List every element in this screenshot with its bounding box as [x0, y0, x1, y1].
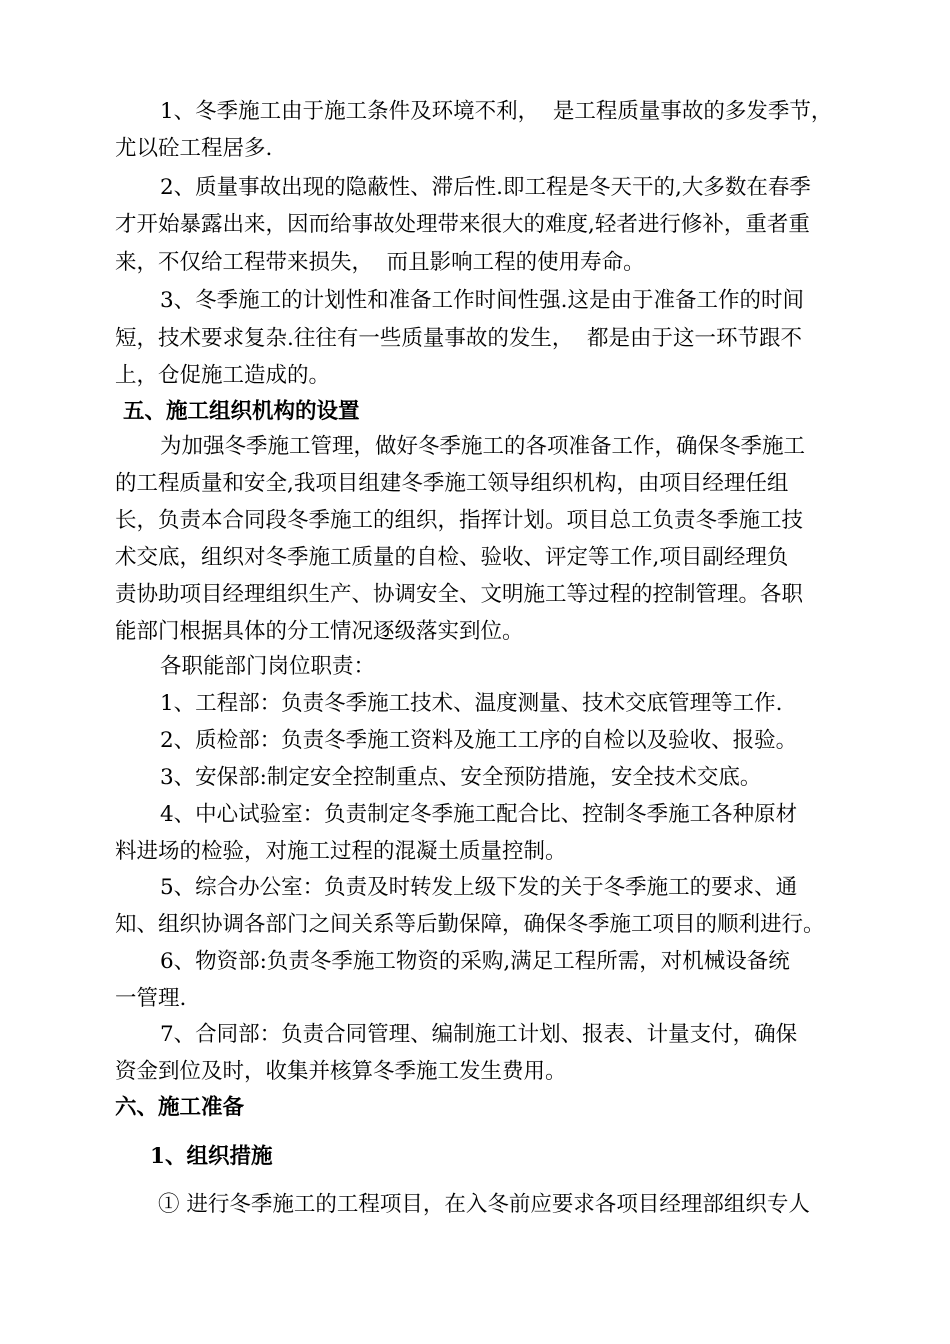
text-line: 2、质量事故出现的隐蔽性、滞后性.即工程是冬天干的,大多数在春季 [160, 175, 811, 200]
text-line: 2、质检部：负责冬季施工资料及施工工序的自检以及验收、报验。 [160, 728, 798, 753]
text-line: 责协助项目经理组织生产、协调安全、文明施工等过程的控制管理。各职 [115, 582, 804, 607]
section-heading: 五、施工组织机构的设置 [123, 399, 360, 424]
text-line: 为加强冬季施工管理，做好冬季施工的各项准备工作，确保冬季施工 [160, 434, 806, 459]
text-line: 尤以砼工程居多. [115, 136, 273, 161]
text-line: 的工程质量和安全,我项目组建冬季施工领导组织机构，由项目经理任组 [115, 471, 789, 496]
text-line: 能部门根据具体的分工情况逐级落实到位。 [115, 619, 524, 644]
text-line: 3、冬季施工的计划性和准备工作时间性强.这是由于准备工作的时间 [160, 288, 805, 313]
text-line: 4、中心试验室：负责制定冬季施工配合比、控制冬季施工各种原材 [160, 802, 798, 827]
text-line: 1、工程部：负责冬季施工技术、温度测量、技术交底管理等工作. [160, 691, 783, 716]
text-line: ① 进行冬季施工的工程项目，在入冬前应要求各项目经理部组织专人 [158, 1192, 810, 1217]
text-line: 3、安保部:制定安全控制重点、安全预防措施，安全技术交底。 [160, 765, 762, 790]
text-line: 长，负责本合同段冬季施工的组织，指挥计划。项目总工负责冬季施工技 [115, 508, 804, 533]
text-line: 知、组织协调各部门之间关系等后勤保障，确保冬季施工项目的顺利进行。 [115, 912, 825, 937]
text-line: 一管理. [115, 986, 187, 1011]
text-line: 短，技术要求复杂.往往有一些质量事故的发生， 都是由于这一环节跟不 [115, 326, 803, 351]
text-line: 6、物资部:负责冬季施工物资的采购,满足工程所需，对机械设备统 [160, 949, 790, 974]
subsection-heading: 1、组织措施 [150, 1144, 273, 1169]
text-line: 上，仓促施工造成的。 [115, 363, 331, 388]
section-heading: 六、施工准备 [115, 1095, 245, 1120]
text-line: 各职能部门岗位职责： [160, 654, 376, 679]
text-line: 1、冬季施工由于施工条件及环境不利， 是工程质量事故的多发季节， [160, 99, 833, 124]
text-line: 才开始暴露出来，因而给事故处理带来很大的难度,轻者进行修补，重者重 [115, 212, 810, 237]
text-line: 来，不仅给工程带来损失， 而且影响工程的使用寿命。 [115, 250, 645, 275]
text-line: 料进场的检验，对施工过程的混凝土质量控制。 [115, 839, 567, 864]
text-line: 5、综合办公室：负责及时转发上级下发的关于冬季施工的要求、通 [160, 875, 798, 900]
text-line: 术交底，组织对冬季施工质量的自检、验收、评定等工作,项目副经理负 [115, 545, 789, 570]
text-line: 7、合同部：负责合同管理、编制施工计划、报表、计量支付，确保 [160, 1022, 798, 1047]
text-line: 资金到位及时，收集并核算冬季施工发生费用。 [115, 1059, 567, 1084]
